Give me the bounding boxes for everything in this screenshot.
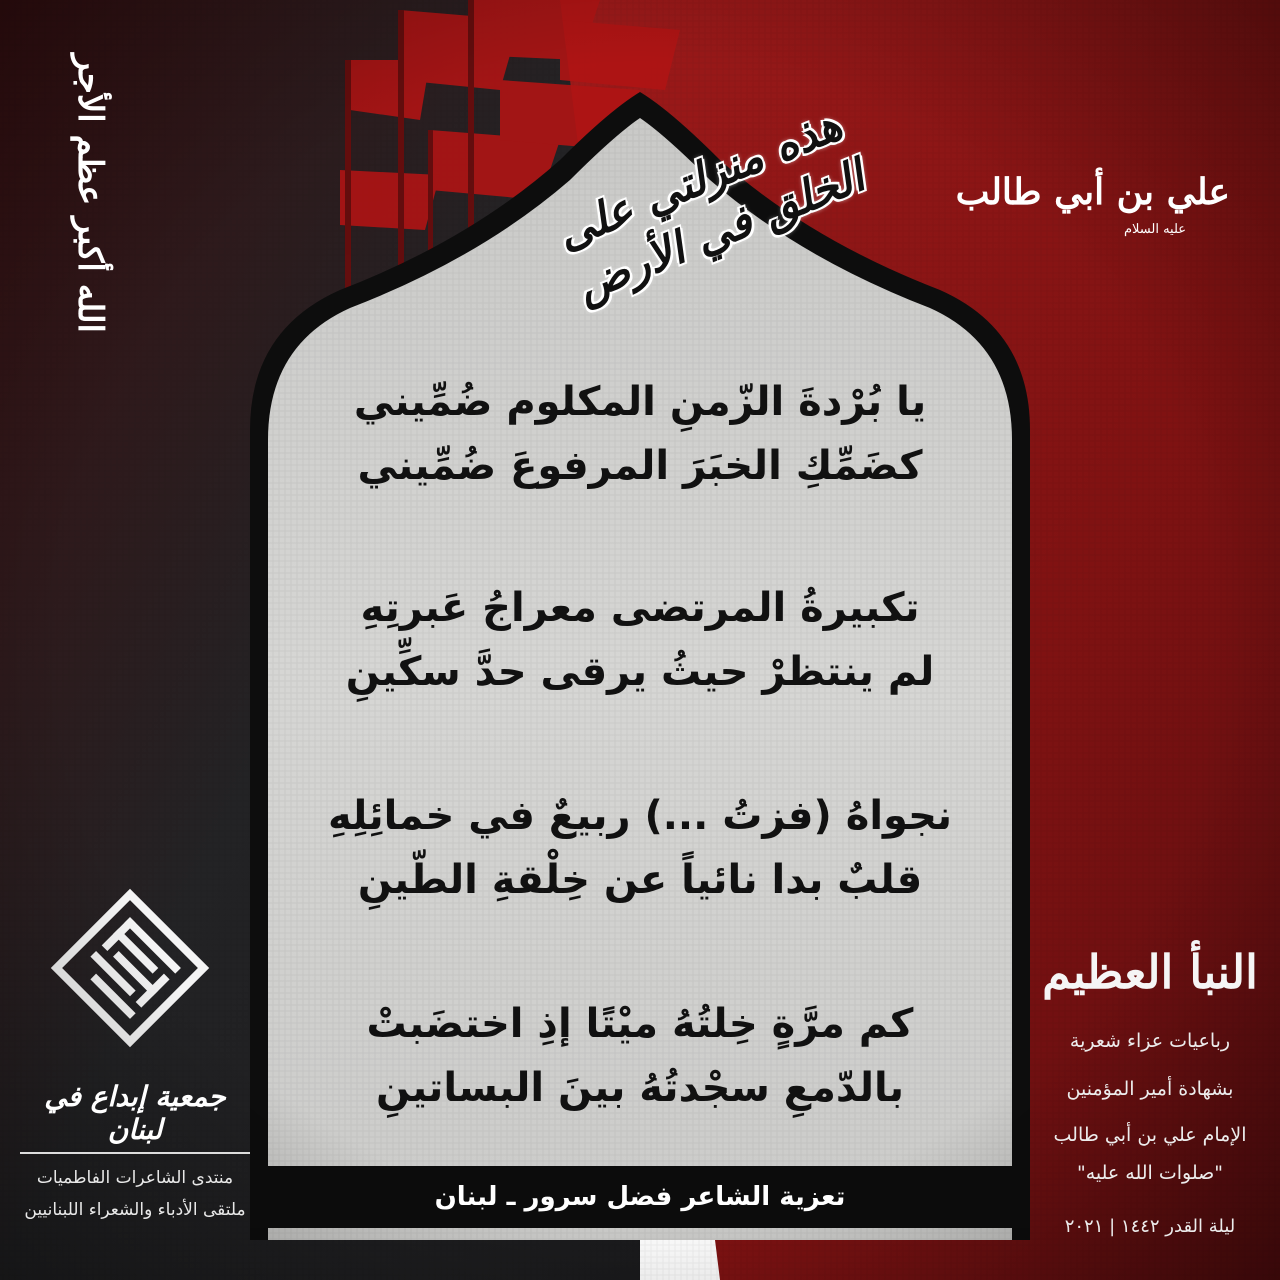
series-line-4: "صلوات الله عليه" — [1076, 1162, 1224, 1184]
poem-line: كم مرَّةٍ خِلتُهُ ميْتًا إذِ اختضَبتْ — [366, 1001, 914, 1047]
series-line-2: بشهادة أمير المؤمنين — [1066, 1078, 1234, 1100]
right-calligraphy-text: علي بن أبي طالب — [955, 171, 1230, 213]
footer-banner-text: تعزية الشاعر فضل سرور ـ لبنان — [434, 1182, 846, 1212]
poem-stanza-4 — [300, 992, 980, 1120]
society-name-text: جمعية إبداع في لبنان — [20, 1080, 250, 1154]
series-line-1: رباعيات عزاء شعرية — [1069, 1030, 1231, 1052]
header-calligraphy — [520, 99, 900, 313]
forum-line-1: منتدى الشاعرات الفاطميات — [36, 1168, 234, 1188]
right-calligraphy-small: عليه السلام — [1123, 222, 1187, 237]
poem-line: لم ينتظرْ حيثُ يرقى حدَّ سكِّينِ — [345, 649, 935, 695]
footer-banner — [250, 1166, 1030, 1228]
date-line: ليلة القدر ١٤٤٢ | ٢٠٢١ — [1064, 1216, 1236, 1237]
poem-line: بالدّمعِ سجْدتُهُ بينَ البساتينِ — [375, 1065, 905, 1111]
left-top-calligraphy — [70, 54, 220, 333]
poem-line: قلبٌ بدا نائياً عن خِلْقةِ الطّينِ — [357, 857, 923, 903]
poem-stanza-1 — [300, 370, 980, 498]
right-top-calligraphy — [955, 100, 1230, 320]
poem-line: نجواهُ (فزتُ ...) ربيعٌ في خمائِلِهِ — [328, 793, 952, 839]
series-title: النبأ العظيم — [1042, 945, 1258, 999]
poem-stanza-3 — [300, 784, 980, 912]
poem-line: يا بُرْدةَ الزّمنِ المكلوم ضُمِّيني — [353, 379, 927, 425]
poem-line: كضَمِّكِ الخبَرَ المرفوعَ ضُمِّيني — [357, 443, 923, 489]
series-line-3: الإمام علي بن أبي طالب — [1053, 1124, 1247, 1146]
header-calligraphy-text: هذه منزلتي على الخلق في الأرض — [549, 99, 872, 313]
poem-line: تكبيرةُ المرتضى معراجُ عَبرتِهِ — [360, 585, 920, 631]
society-name — [20, 1080, 250, 1154]
left-calligraphy-text: الله أكبر عظم الأجر — [70, 54, 110, 333]
forum-line-2: ملتقى الأدباء والشعراء اللبنانيين — [24, 1200, 246, 1220]
poem-stanza-2 — [300, 576, 980, 704]
